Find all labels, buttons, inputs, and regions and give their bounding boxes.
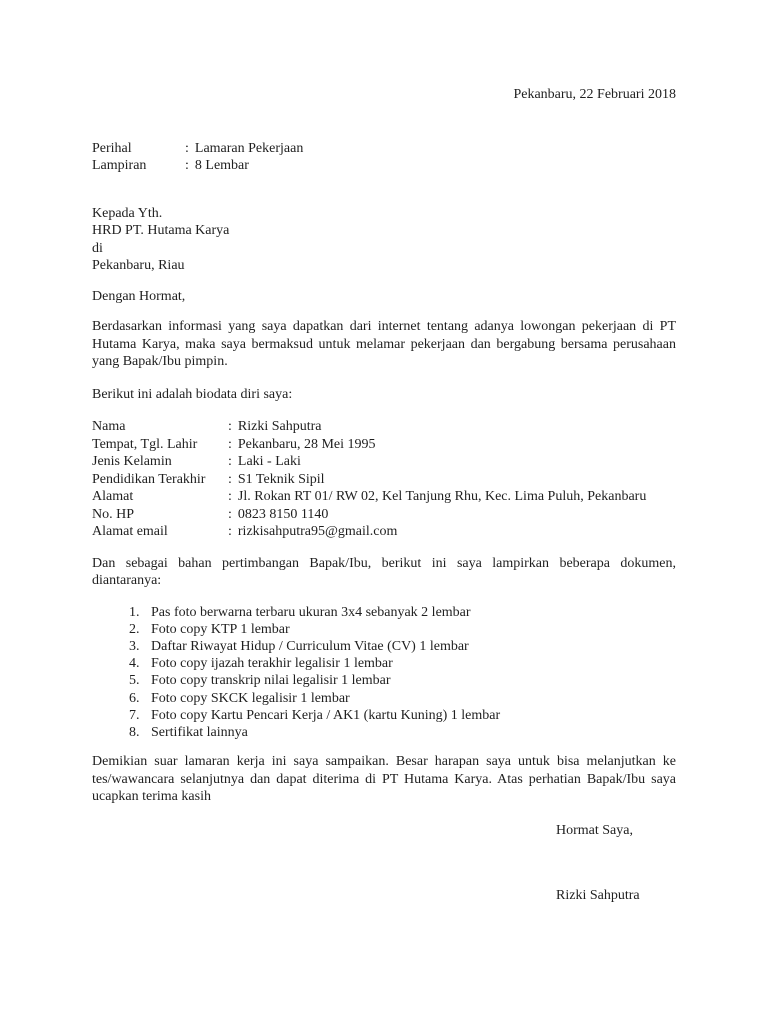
meta-label: Perihal <box>92 140 132 156</box>
attachment-list-item: 3. Daftar Riwayat Hidup / Curriculum Vitae (CV) 1 lembar <box>143 638 676 655</box>
biodata-label: Jenis Kelamin <box>92 454 172 469</box>
biodata-row <box>92 523 676 541</box>
meta-value: Lamaran Pekerjaan <box>194 140 304 156</box>
biodata-colon-separator: : <box>228 471 232 487</box>
biodata-label: Alamat email <box>92 524 168 539</box>
recipient-line: HRD PT. Hutama Karya <box>92 223 230 238</box>
attachment-list-item: 4. Foto copy ijazah terakhir legalisir 1 lembar <box>143 655 676 672</box>
biodata-colon-separator: : <box>228 524 232 539</box>
biodata-row <box>92 471 676 489</box>
biodata-row <box>92 418 676 436</box>
attachment-list-item: 1. Pas foto berwarna terbaru ukuran 3x4 sebanyak 2 lembar <box>143 604 676 621</box>
biodata-row <box>92 488 676 506</box>
meta-label: Lampiran <box>92 158 147 173</box>
letter-meta-row <box>92 157 676 175</box>
attachment-list-item: 6. Foto copy SKCK legalisir 1 lembar <box>143 690 676 707</box>
biodata-value: Rizki Sahputra <box>237 419 322 434</box>
recipient-line: Pekanbaru, Riau <box>92 258 185 273</box>
attachment-list-item: 2. Foto copy KTP 1 lembar <box>143 621 676 638</box>
meta-colon-separator: : <box>185 140 189 156</box>
biodata-label: No. HP <box>92 506 135 522</box>
biodata-colon-separator: : <box>228 419 232 434</box>
letter-meta-row <box>92 140 676 158</box>
intro-paragraph: Berdasarkan informasi yang saya dapatkan dari internet tentang adanya lowongan pekerjaan di PT Hutama Karya, maka saya bermaksud untuk melamar pekerjaan dan bergabung bersama perusahaan yang Bapak/Ibu pimpin. <box>92 319 676 369</box>
biodata-value: Laki - Laki <box>237 454 301 469</box>
biodata-value: Jl. Rokan RT 01/ RW 02, Kel Tanjung Rhu, Kec. Lima Puluh, Pekanbaru <box>237 489 647 504</box>
biodata-colon-separator: : <box>228 454 232 469</box>
attachment-list-item: 7. Foto copy Kartu Pencari Kerja / AK1 (kartu Kuning) 1 lembar <box>143 707 676 724</box>
attachments-list <box>92 604 676 742</box>
recipient-line: di <box>92 240 103 256</box>
biodata-block <box>92 418 676 541</box>
biodata-value: rizkisahputra95@gmail.com <box>237 524 398 539</box>
salutation: Dengan Hormat, <box>92 288 186 304</box>
attachment-list-item: 8. Sertifikat lainnya <box>143 724 676 741</box>
biodata-value: Pekanbaru, 28 Mei 1995 <box>237 436 376 452</box>
biodata-value: 0823 8150 1140 <box>237 506 329 522</box>
biodata-intro-line: Berikut ini adalah biodata diri saya: <box>92 386 293 402</box>
meta-value: 8 Lembar <box>194 158 249 173</box>
signoff-line: Hormat Saya, <box>556 822 633 838</box>
recipient-line: Kepada Yth. <box>92 205 163 221</box>
meta-colon-separator: : <box>185 158 189 173</box>
biodata-label: Pendidikan Terakhir <box>92 471 206 487</box>
letter-meta-block <box>92 140 676 175</box>
biodata-label: Nama <box>92 419 126 434</box>
letter-date: Pekanbaru, 22 Februari 2018 <box>513 87 676 102</box>
biodata-label: Alamat <box>92 489 134 504</box>
signature-block <box>556 822 676 905</box>
biodata-value: S1 Teknik Sipil <box>237 471 325 487</box>
closing-paragraph: Demikian suar lamaran kerja ini saya sampaikan. Besar harapan saya untuk bisa melanjutkan ke tes/wawancara selanjutnya dan dapat diterima di PT Hutama Karya. Atas perhatian Bapak/Ibu saya ucapkan terima kasih <box>92 754 676 805</box>
biodata-colon-separator: : <box>228 506 232 522</box>
biodata-row <box>92 436 676 454</box>
biodata-label: Tempat, Tgl. Lahir <box>92 436 198 452</box>
signature-name: Rizki Sahputra <box>556 888 640 904</box>
biodata-row <box>92 506 676 524</box>
attachment-list-item: 5. Foto copy transkrip nilai legalisir 1 lembar <box>143 672 676 689</box>
biodata-colon-separator: : <box>228 436 232 452</box>
biodata-row <box>92 453 676 471</box>
attachments-intro-paragraph: Dan sebagai bahan pertimbangan Bapak/Ibu, berikut ini saya lampirkan beberapa dokumen, diantaranya: <box>92 555 676 588</box>
biodata-colon-separator: : <box>228 489 232 504</box>
recipient-address-block <box>92 205 676 275</box>
